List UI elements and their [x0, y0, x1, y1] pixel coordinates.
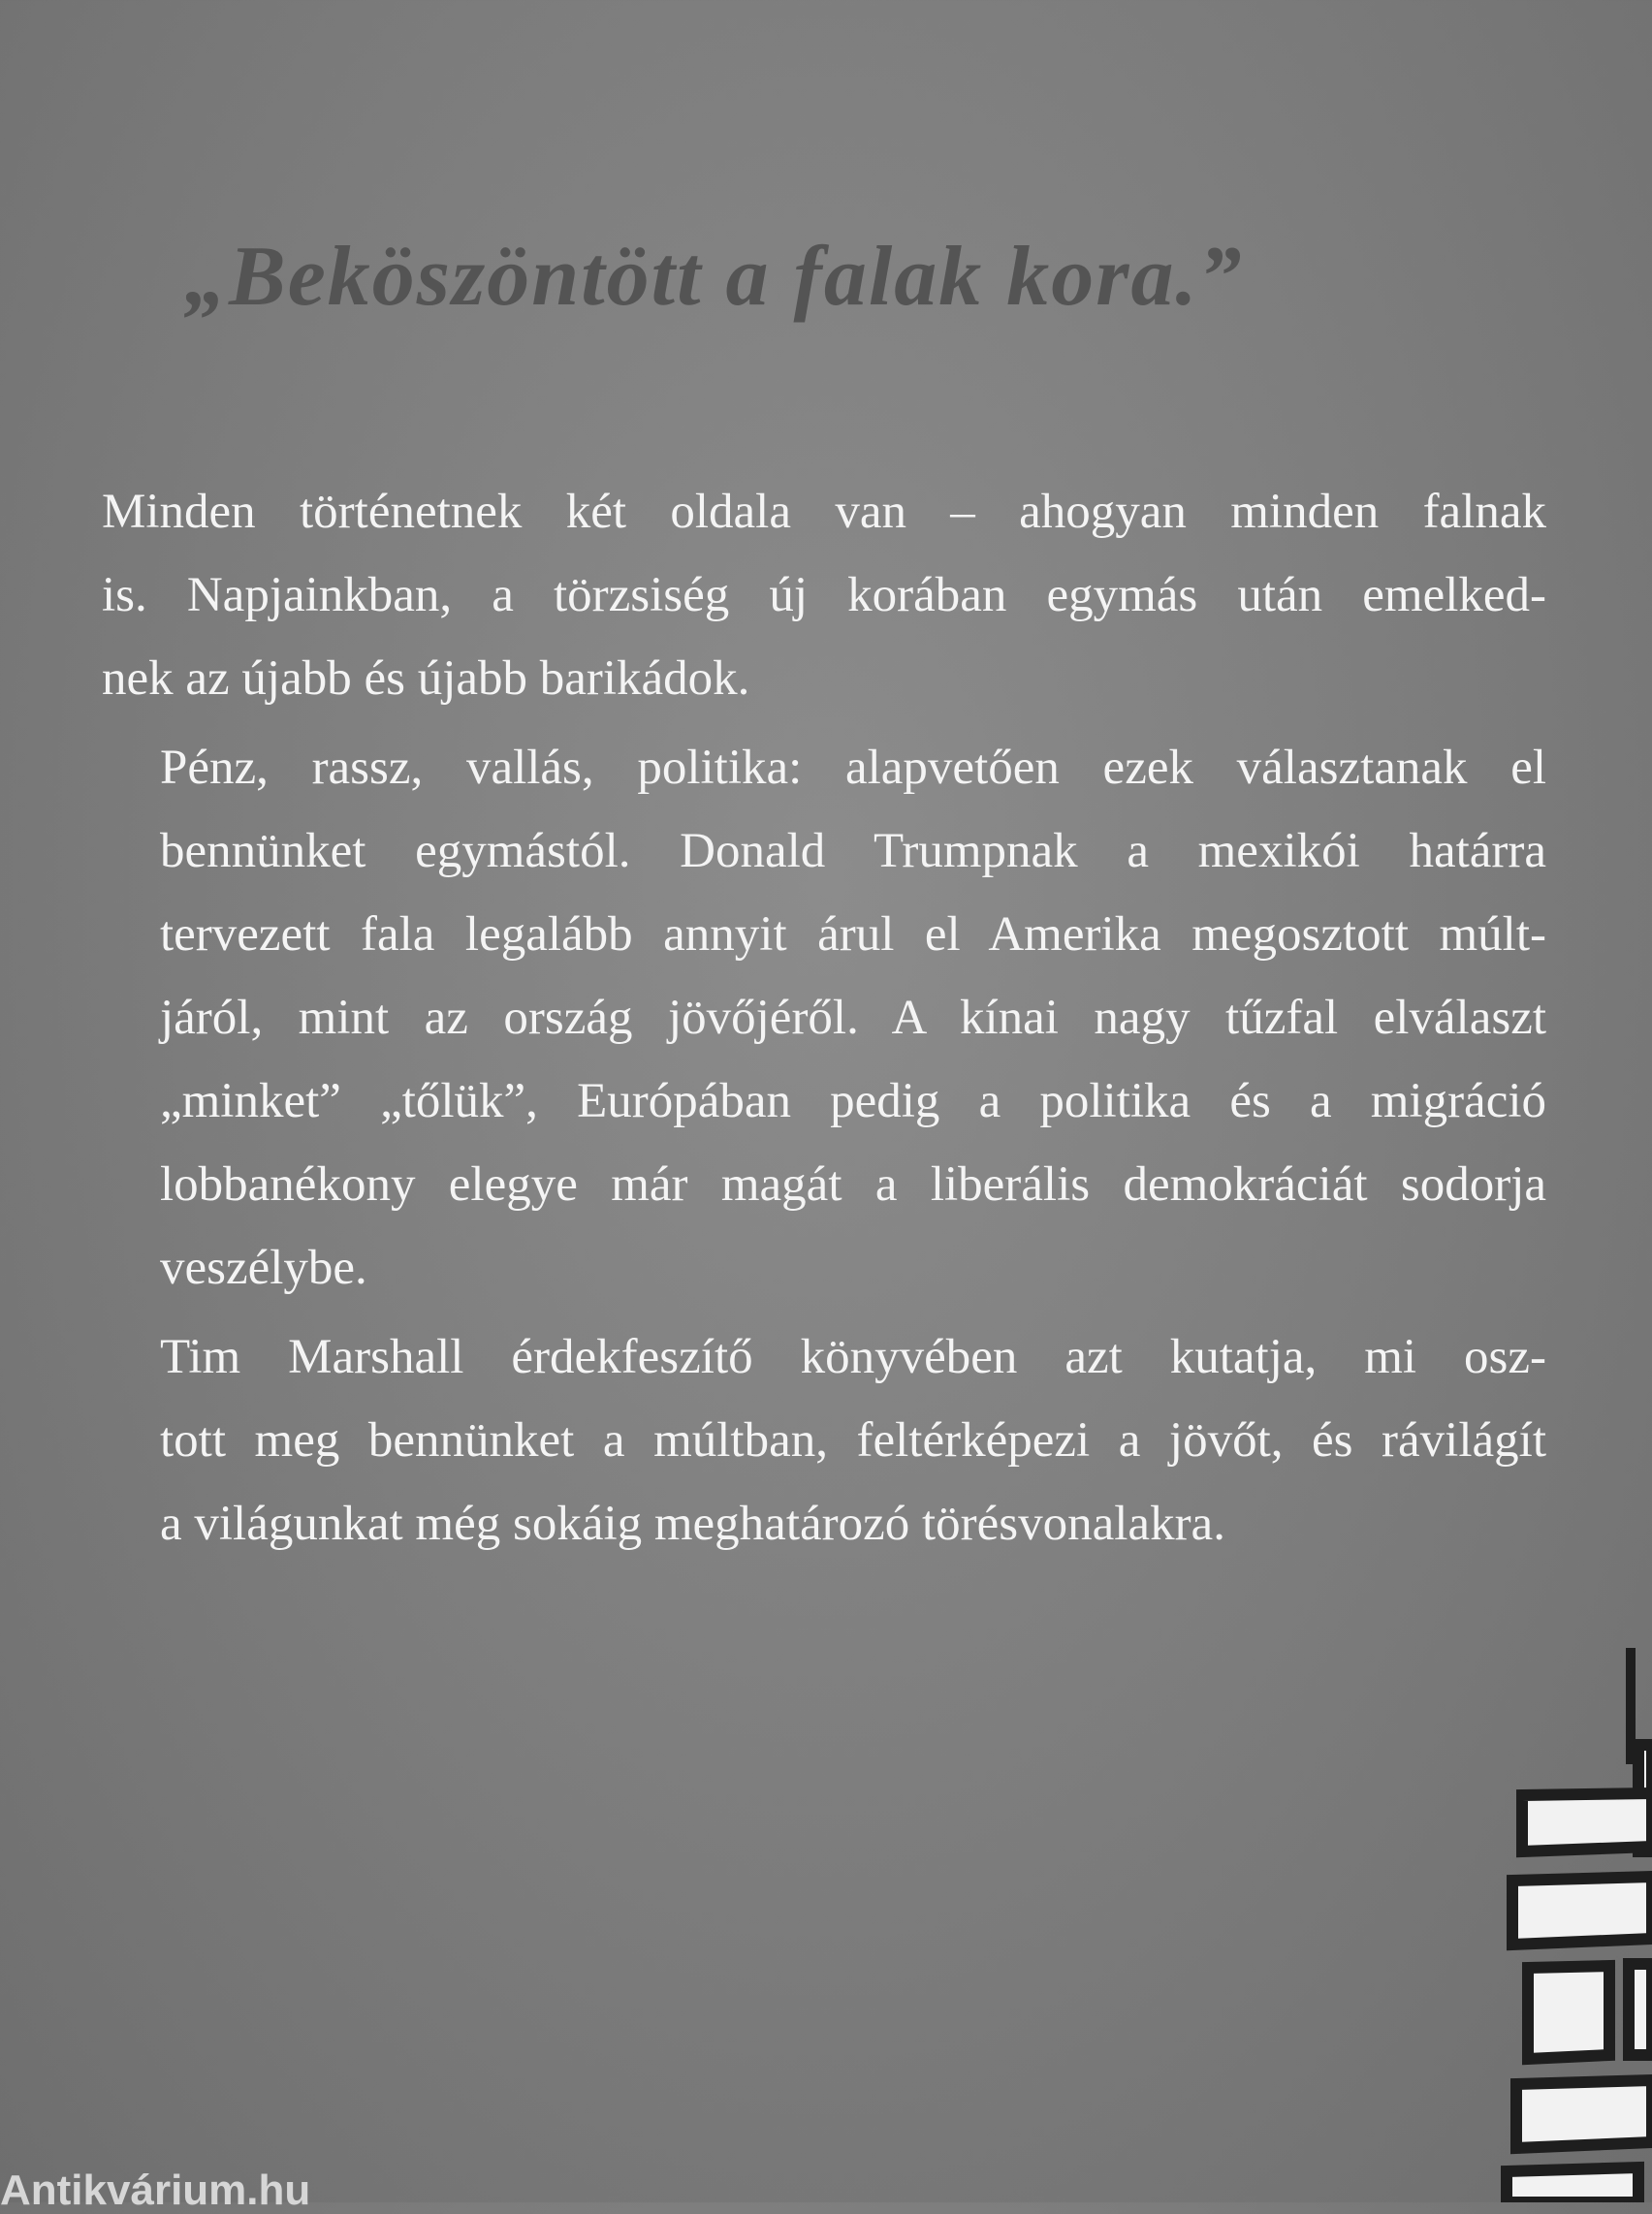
cover-headline: „Beköszöntött a falak kora.”	[184, 230, 1244, 324]
brick-shape	[1516, 2080, 1652, 2148]
brick-shape	[1528, 1966, 1609, 2059]
brick-shape	[1522, 1793, 1652, 1851]
paragraph-1	[102, 470, 1546, 720]
blurb-text	[102, 470, 1546, 1571]
watermark-text: Antikvárium.hu	[0, 2167, 311, 2214]
text-line: Minden történetnek két oldala van – ahogyan minden falnak	[102, 485, 1546, 539]
text-line: „minket” „tőlük”, Európában pedig a politika és a migráció	[160, 1074, 1546, 1128]
text-line: Pénz, rassz, vallás, politika: alapvetően ezek választanak el	[160, 741, 1546, 795]
brick-wall-illustration	[1493, 1648, 1652, 2202]
text-line: veszélybe.	[160, 1241, 367, 1295]
brick-shape	[1512, 1877, 1652, 1945]
text-line: bennünket egymástól. Donald Trumpnak a mexikói határra	[160, 824, 1546, 878]
text-line: lobbanékony elegye már magát a liberális demokráciát sodorja	[160, 1157, 1546, 1212]
text-line: tott meg bennünket a múltban, feltérképezi a jövőt, és rávilágít	[160, 1413, 1546, 1468]
text-line: nek az újabb és újabb barikádok.	[102, 651, 750, 706]
text-line: járól, mint az ország jövőjéről. A kínai nagy tűzfal elválaszt	[160, 991, 1546, 1045]
paragraph-2	[102, 726, 1546, 1310]
text-line: Tim Marshall érdekfeszítő könyvében azt kutatja, mi osz-	[160, 1330, 1546, 1384]
paragraph-3	[102, 1315, 1546, 1566]
brick-shape	[1507, 2167, 1638, 2202]
text-line: a világunkat még sokáig meghatározó törésvonalakra.	[160, 1497, 1225, 1551]
brick-shape	[1629, 1964, 1652, 2055]
text-line: tervezett fala legalább annyit árul el Amerika megosztott múlt-	[160, 907, 1546, 962]
text-line: is. Napjainkban, a törzsiség új korában egymás után emelked-	[102, 568, 1546, 622]
